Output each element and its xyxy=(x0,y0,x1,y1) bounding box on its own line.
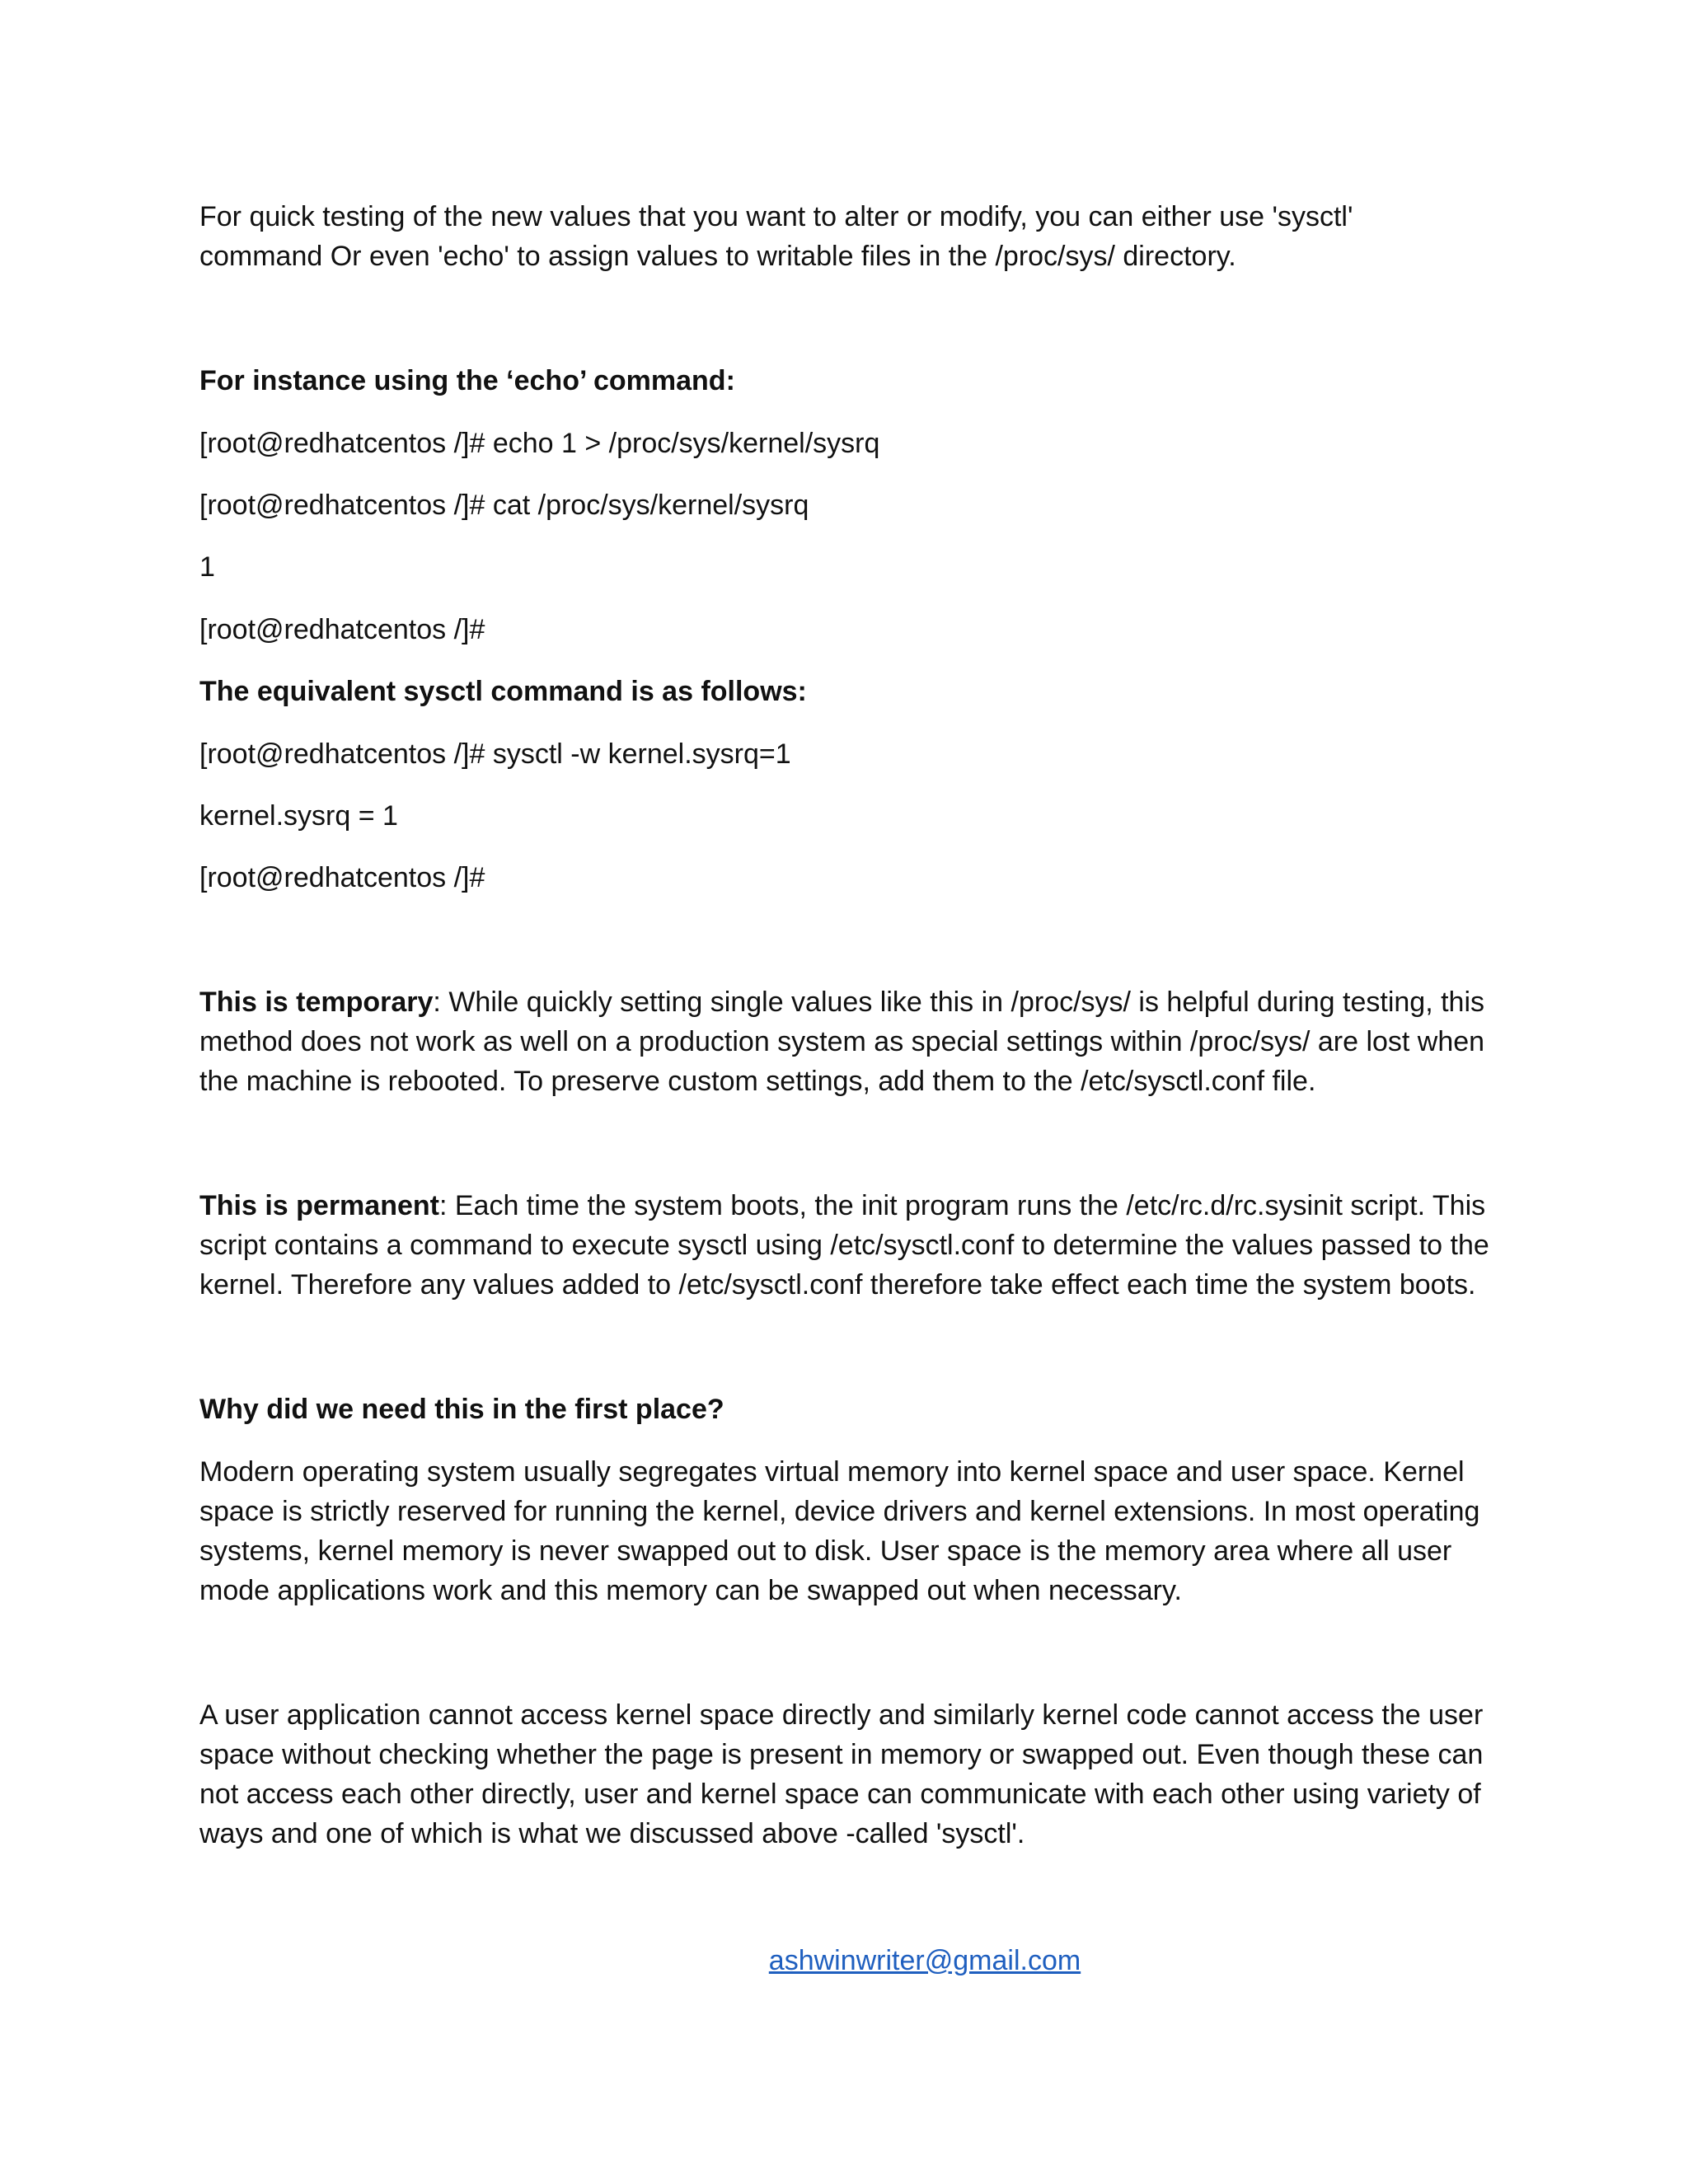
permanent-line-1 xyxy=(199,1186,1518,1226)
why-p1-line-4: mode applications work and this memory can be swapped out when necessary. xyxy=(199,1575,1182,1606)
temporary-line-3: the machine is rebooted. To preserve custom settings, add them to the /etc/sysctl.conf file. xyxy=(199,1066,1316,1097)
echo-heading: For instance using the ‘echo’ command: xyxy=(199,365,735,396)
sysctl-command-line: [root@redhatcentos /]# sysctl -w kernel.sysrq=1 xyxy=(199,738,791,770)
permanent-line-2: script contains a command to execute sysctl using /etc/sysctl.conf to determine the values passed to the xyxy=(199,1230,1489,1261)
intro-paragraph xyxy=(199,197,1518,276)
sysctl-output-line: kernel.sysrq = 1 xyxy=(199,800,398,832)
why-p1-line-3: systems, kernel memory is never swapped out to disk. User space is the memory area where all user xyxy=(199,1535,1452,1567)
temporary-label: This is temporary xyxy=(199,987,434,1018)
intro-line-1: For quick testing of the new values that you want to alter or modify, you can either use 'sysctl' xyxy=(199,201,1353,232)
why-p1-line-2: space is strictly reserved for running the kernel, device drivers and kernel extensions. In most operating xyxy=(199,1496,1480,1527)
prompt-line: [root@redhatcentos /]# xyxy=(199,614,485,645)
footer xyxy=(199,1941,1518,1980)
temporary-line-1 xyxy=(199,982,1518,1022)
cat-output-line: 1 xyxy=(199,551,215,583)
why-heading: Why did we need this in the first place? xyxy=(199,1394,724,1425)
sysctl-heading: The equivalent sysctl command is as follows: xyxy=(199,676,807,707)
echo-command-line: [root@redhatcentos /]# echo 1 > /proc/sys/kernel/sysrq xyxy=(199,428,880,459)
sysctl-prompt-line: [root@redhatcentos /]# xyxy=(199,862,485,893)
temporary-line-2: method does not work as well on a production system as special settings within /proc/sys/ are lost when xyxy=(199,1026,1485,1057)
document-page xyxy=(199,0,1518,2184)
permanent-label: This is permanent xyxy=(199,1190,439,1221)
permanent-text: : Each time the system boots, the init program runs the /etc/rc.d/rc.sysinit script. This xyxy=(438,1190,1486,1221)
why-p1-line-1: Modern operating system usually segregates virtual memory into kernel space and user space. Kernel xyxy=(199,1456,1465,1488)
email-link[interactable]: ashwinwriter@gmail.com xyxy=(768,1945,1081,1976)
cat-command-line: [root@redhatcentos /]# cat /proc/sys/kernel/sysrq xyxy=(199,490,809,521)
temporary-text: : While quickly setting single values like this in /proc/sys/ is helpful during testing, this xyxy=(433,987,1485,1018)
why-p2-line-2: space without checking whether the page is present in memory or swapped out. Even though these can xyxy=(199,1739,1484,1770)
why-p2-line-1: A user application cannot access kernel space directly and similarly kernel code cannot access the user xyxy=(199,1699,1484,1731)
why-p2-line-4: ways and one of which is what we discussed above -called 'sysctl'. xyxy=(199,1818,1025,1849)
permanent-line-3: kernel. Therefore any values added to /etc/sysctl.conf therefore take effect each time the system boots. xyxy=(199,1269,1476,1301)
why-p2-line-3: not access each other directly, user and kernel space can communicate with each other using variety of xyxy=(199,1779,1481,1810)
why-paragraph-1 xyxy=(199,1452,1518,1610)
temporary-paragraph xyxy=(199,982,1518,1101)
permanent-paragraph xyxy=(199,1186,1518,1305)
why-paragraph-2 xyxy=(199,1695,1518,1854)
intro-line-2: command Or even 'echo' to assign values to writable files in the /proc/sys/ directory. xyxy=(199,241,1236,272)
